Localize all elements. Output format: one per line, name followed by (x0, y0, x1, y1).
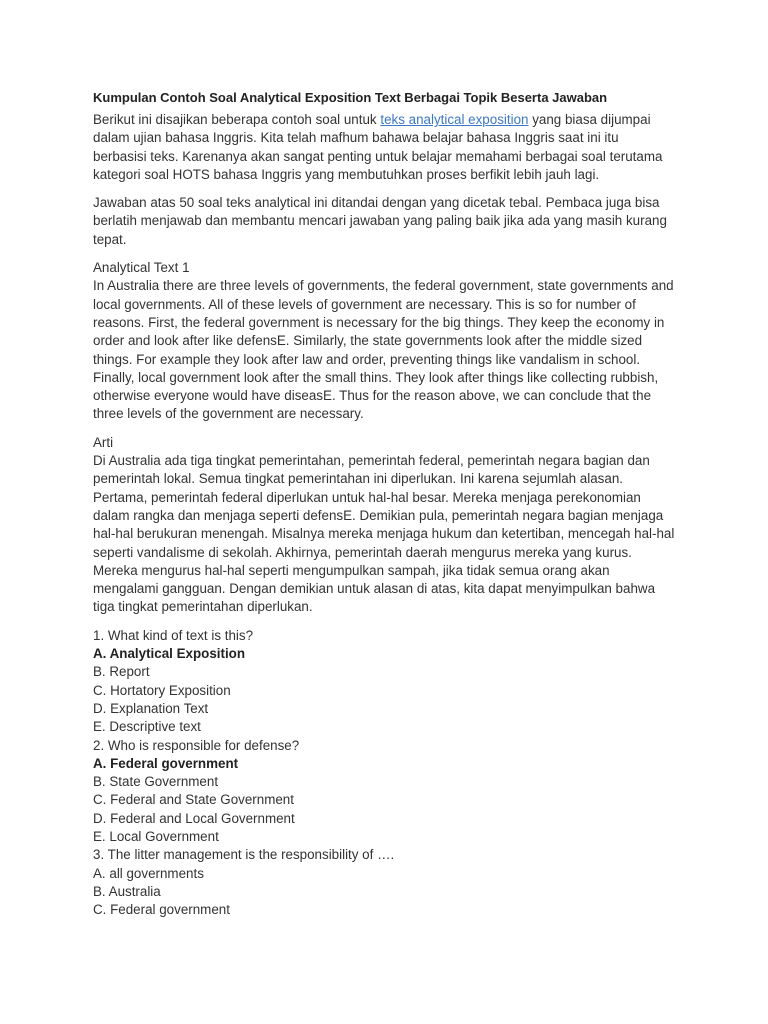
question-2-option-a: A. Federal government (93, 755, 239, 771)
question-1-option-c: C. Hortatory Exposition (93, 682, 231, 698)
question-1-option-a: A. Analytical Exposition (93, 646, 246, 662)
question-3-option-b: B. Australia (93, 883, 161, 899)
analytical-exposition-link[interactable]: teks analytical exposition (380, 112, 529, 127)
question-2: 2. Who is responsible for defense? (93, 737, 300, 753)
text1-body: In Australia there are three levels of governments, the federal government, state governments and local governments. All of these levels of government are necessary. This is so for number of reasons. First, the federal government is necessary for the big things. They keep the economy in order and look after like defensE. Similarly, the state governments look after the middle sized things. For example they look after law and order, preventing things like vandalism in school. Finally, local government look after the small thins. They look after things like collecting rubbish, otherwise everyone would have diseasE. Thus for the reason above, we can conclude that the three levels of the government are necessary. (93, 278, 674, 422)
question-2-option-e: E. Local Government (93, 828, 219, 844)
question-list (93, 627, 675, 920)
document-title: Kumpulan Contoh Soal Analytical Exposition Text Berbagai Topik Beserta Jawaban (93, 90, 608, 105)
answer-note-paragraph: Jawaban atas 50 soal teks analytical ini ditandai dengan yang dicetak tebal. Pembaca juga bisa berlatih menjawab dan membantu mencari jawaban yang paling baik jika ada yang masih kurang tepat. (93, 195, 667, 247)
translation-section (93, 434, 675, 617)
question-3: 3. The litter management is the responsibility of …. (93, 847, 395, 863)
question-3-option-c: C. Federal government (93, 902, 230, 918)
question-1-option-d: D. Explanation Text (93, 700, 209, 716)
document-page (93, 89, 675, 919)
text1-heading: Analytical Text 1 (93, 260, 190, 276)
intro-text-before-link: Berikut ini disajikan beberapa contoh soal untuk (93, 112, 381, 127)
question-2-option-b: B. State Government (93, 774, 219, 790)
intro-text-after-link: yang biasa dijumpai dalam ujian bahasa Inggris. Kita telah mafhum bahawa belajar bahasa Inggris saat ini itu berbasisi teks. Karenanya akan sangat penting untuk belajar memahami berbagai soal terutama kategori soal HOTS bahasa Inggris yang membutuhkan proses berfikit lebih jauh lagi. (93, 112, 663, 182)
question-3-option-a: A. all governments (93, 865, 204, 881)
question-1-option-b: B. Report (93, 664, 150, 680)
analytical-text-1 (93, 259, 675, 424)
translation-heading: Arti (93, 434, 114, 450)
question-2-option-d: D. Federal and Local Government (93, 810, 295, 826)
translation-body: Di Australia ada tiga tingkat pemerintahan, pemerintah federal, pemerintah negara bagian dan pemerintah lokal. Semua tingkat pemerintahan ini diperlukan. Ini karena sejumlah alasan. Pertama, pemerintah federal diperlukan untuk hal-hal besar. Mereka menjaga perekonomian dalam rangka dan menjaga seperti defensE. Demikian pula, pemerintah negara bagian menjaga hal-hal berukuran menengah. Misalnya mereka menjaga hukum dan ketertiban, mencegah hal-hal seperti vandalisme di sekolah. Akhirnya, pemerintah daerah mengurus mereka yang kurus. Mereka mengurus hal-hal seperti mengumpulkan sampah, jika tidak semua orang akan mengalami gangguan. Dengan demikian untuk alasan di atas, kita dapat menyimpulkan bahwa tiga tingkat pemerintahan diperlukan. (93, 453, 675, 615)
question-1-option-e: E. Descriptive text (93, 719, 201, 735)
question-2-option-c: C. Federal and State Government (93, 792, 294, 808)
intro-paragraph (93, 111, 675, 184)
question-1: 1. What kind of text is this? (93, 627, 254, 643)
